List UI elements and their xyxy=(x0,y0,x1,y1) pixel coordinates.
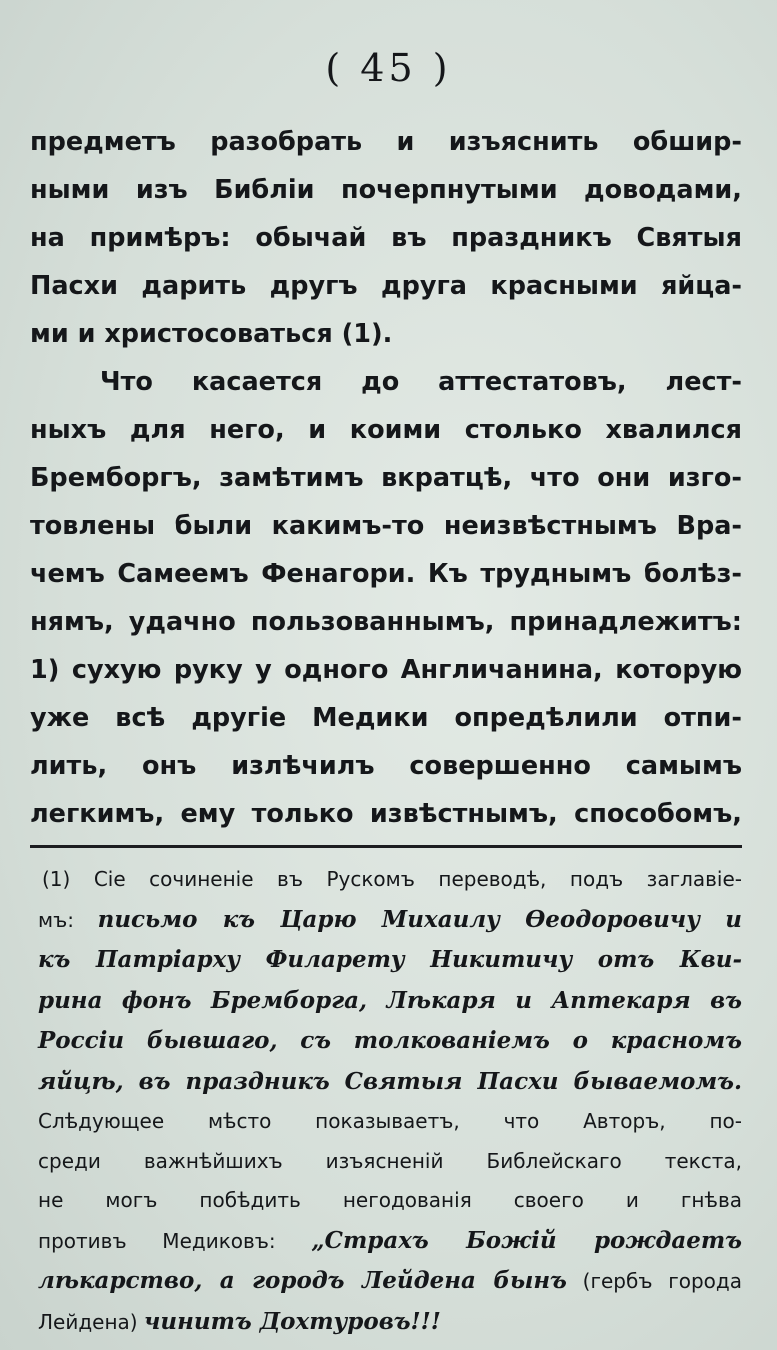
page-number: ( 45 ) xyxy=(325,46,452,90)
footnote-title-text: рина фонъ Бремборга, Лѣкаря и Аптекаря въ xyxy=(38,986,742,1014)
text-line: легкимъ, ему только извѣстнымъ, способомъ, xyxy=(30,799,742,829)
footnote-text: Лейдена) xyxy=(38,1309,138,1334)
footnote-title-text: Россіи бывшаго, съ толкованіемъ о красномъ xyxy=(38,1027,742,1054)
text-line: на примѣръ: обычай въ праздникъ Святыя xyxy=(30,223,742,253)
footnote-line: среди важнѣйшихъ изъясненій Библейскаго текста, xyxy=(38,1148,742,1173)
text-line: 1) сухую руку у одного Англичанина, которую xyxy=(30,655,742,685)
footnote-line xyxy=(38,1221,742,1262)
text-line: уже всѣ другіе Медики опредѣлили отпи- xyxy=(30,703,742,733)
text-line: ныхъ для него, и коими столько хвалился xyxy=(30,415,742,445)
footnote-quote-text: „Страхъ Божій рождаетъ xyxy=(311,1226,742,1254)
main-text xyxy=(30,118,742,838)
footnote-line xyxy=(38,1302,742,1343)
text-line: предметъ разобрать и изъяснить обшир- xyxy=(30,127,742,157)
footnote-line: (1) Сіе сочиненіе въ Рускомъ переводѣ, подъ заглавіе- xyxy=(42,867,742,891)
footnote-divider xyxy=(30,845,742,848)
footnote-line xyxy=(38,981,742,1022)
footnote-quote-text: чинитъ Дохтуровъ!!! xyxy=(143,1307,441,1335)
footnote-line: не могъ побѣдить негодованія своего и гнѣва xyxy=(38,1188,742,1212)
footnote xyxy=(38,860,742,1342)
footnote-line xyxy=(38,1021,742,1062)
footnote-line xyxy=(38,1261,742,1302)
footnote-line xyxy=(38,940,742,981)
footnote-text: противъ Медиковъ: xyxy=(38,1228,276,1253)
footnote-quote-text: лѣкарство, а городъ Лейдена бынъ xyxy=(38,1267,567,1294)
footnote-title-text: письмо къ Царю Михаилу Ѳеодоровичу и xyxy=(97,905,742,933)
footnote-title-text: къ Патріарху Филарету Никитичу отъ Кви- xyxy=(38,946,742,973)
text-line: товлены были какимъ-то неизвѣстнымъ Вра- xyxy=(30,511,742,541)
text-line: ными изъ Библіи почерпнутыми доводами, xyxy=(30,175,742,205)
footnote-text: мъ: xyxy=(38,907,74,932)
footnote-line xyxy=(38,900,742,941)
text-line: ми и христосоваться (1). xyxy=(30,319,393,349)
text-line: нямъ, удачно пользованнымъ, принадлежитъ: xyxy=(30,607,742,637)
text-line: чемъ Самеемъ Фенагори. Къ труднымъ болѣз- xyxy=(30,559,742,589)
text-line: Пасхи дарить другъ друга красными яйца- xyxy=(30,271,742,301)
footnote-title-text: яйцѣ, въ праздникъ Святыя Пасхи бываемомъ. xyxy=(38,1067,742,1095)
text-line: Что касается до аттестатовъ, лест- xyxy=(100,367,742,397)
footnote-line xyxy=(38,1062,742,1103)
text-line: лить, онъ излѣчилъ совершенно самымъ xyxy=(30,751,742,781)
footnote-text: (гербъ города xyxy=(582,1269,742,1293)
text-line: Бремборгъ, замѣтимъ вкратцѣ, что они изго- xyxy=(30,463,742,493)
footnote-line: Слѣдующее мѣсто показываетъ, что Авторъ, по- xyxy=(38,1109,742,1133)
